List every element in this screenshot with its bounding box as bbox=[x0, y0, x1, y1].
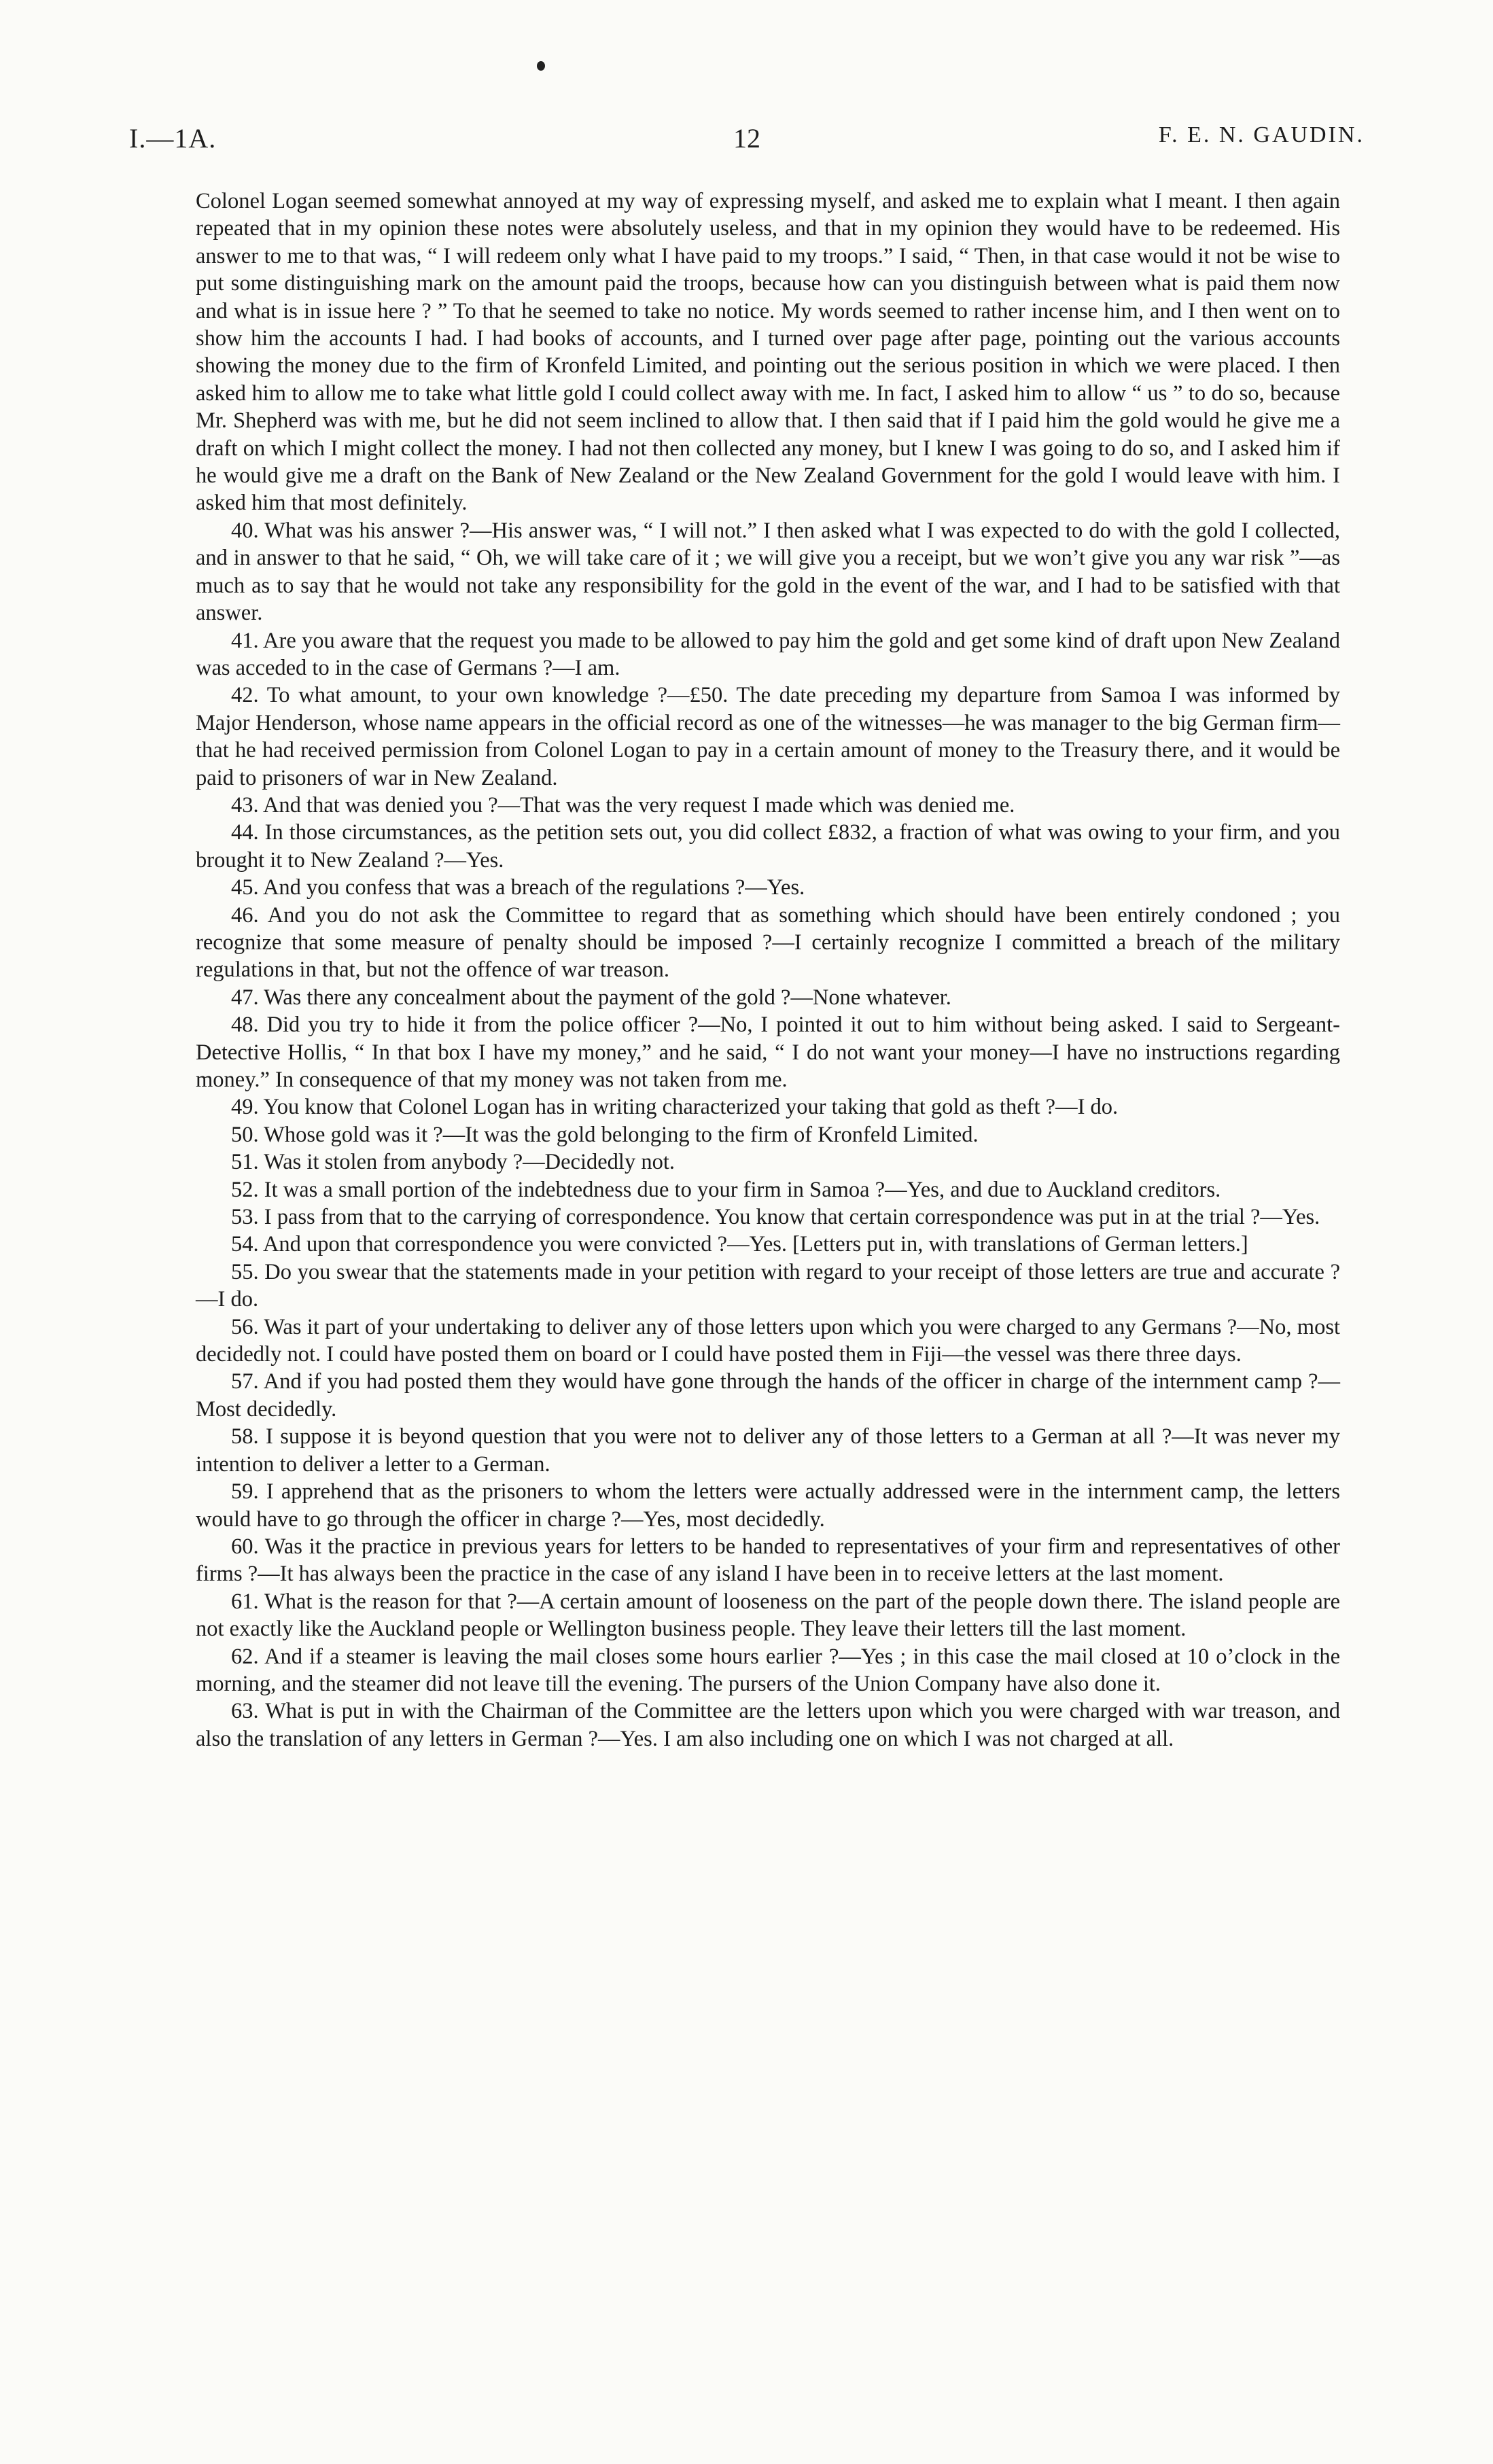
question-answer-54: 54. And upon that correspondence you were convicted ?—Yes. [Letters put in, with translations of German letters.] bbox=[231, 1232, 1248, 1257]
question-answer-40: 40. What was his answer ?—His answer was, “ I will not.” I then asked what I was expected to do with the gold I collected, and in answer to that he said, “ Oh, we will take care of it ; we will give you a receipt, but we won’t give you any war risk ”—as much as to say that he would not take any responsibility for the gold in the event of the war, and I had to be satisfied with that answer. bbox=[196, 518, 1340, 626]
witness-name: F. E. N. GAUDIN. bbox=[1158, 122, 1365, 147]
page-number: 12 bbox=[733, 123, 760, 154]
question-answer-58: 58. I suppose it is beyond question that you were not to deliver any of those letters to a German at all ?—It was never my intention to deliver a letter to a German. bbox=[196, 1424, 1340, 1477]
question-answer-60: 60. Was it the practice in previous years for letters to be handed to representatives of your firm and representatives of other firms ?—It has always been the practice in the case of any island I have been in to receive letters at the last moment. bbox=[196, 1534, 1340, 1587]
question-answer-63: 63. What is put in with the Chairman of the Committee are the letters upon which you were charged with war treason, and also the translation of any letters in German ?—Yes. I am also including one on which I was not charged at all. bbox=[196, 1699, 1340, 1751]
question-answer-41: 41. Are you aware that the request you made to be allowed to pay him the gold and get some kind of draft upon New Zealand was acceded to in the case of Germans ?—I am. bbox=[196, 628, 1340, 680]
question-answer-62: 62. And if a steamer is leaving the mail closes some hours earlier ?—Yes ; in this case the mail closed at 10 o’clock in the morning, and the steamer did not leave till the evening. The pursers of the Union Company have also done it. bbox=[196, 1644, 1340, 1696]
question-answer-44: 44. In those circumstances, as the petition sets out, you did collect £832, a fraction of what was owing to your firm, and you brought it to New Zealand ?—Yes. bbox=[196, 820, 1340, 873]
page-header bbox=[129, 122, 1365, 163]
question-answer-55: 55. Do you swear that the statements made in your petition with regard to your receipt of those letters are true and accurate ?—I do. bbox=[196, 1259, 1340, 1312]
body-text bbox=[196, 188, 1340, 1753]
question-answer-47: 47. Was there any concealment about the payment of the gold ?—None whatever. bbox=[231, 985, 951, 1010]
question-answer-61: 61. What is the reason for that ?—A certain amount of looseness on the part of the people down there. The island people are not exactly like the Auckland people or Wellington business people. They leave their letters till the last moment. bbox=[196, 1589, 1340, 1642]
paragraph: Colonel Logan seemed somewhat annoyed at my way of expressing myself, and asked me to explain what I meant. I then again repeated that in my opinion these notes were absolutely useless, and that in my opinion they would have to be redeemed. His answer to me to that was, “ I will redeem only what I have paid to my troops.” I said, “ Then, in that case would it not be wise to put some distinguishing mark on the amount paid the troops, because how can you distinguish between what is paid them now and what is in issue here ? ” To that he seemed to take no notice. My words seemed to rather incense him, and I then went on to show him the accounts I had. I had books of accounts, and I turned over page after page, pointing out the various accounts showing the money due to the firm of Kronfeld Limited, and pointing out the serious position in which we were placed. I then asked him to allow me to take what little gold I could collect away with me. In fact, I asked him to allow “ us ” to do so, because Mr. Shepherd was with me, but he did not seem inclined to allow that. I then said that if I paid him the gold would he give me a draft on which I might collect the money. I had not then collected any money, but I knew I was going to do so, and I asked him if he would give me a draft on the Bank of New Zealand or the New Zealand Government for the gold I would leave with him. I asked him that most definitely. bbox=[196, 189, 1340, 516]
ink-speck bbox=[537, 61, 545, 71]
question-answer-50: 50. Whose gold was it ?—It was the gold belonging to the firm of Kronfeld Limited. bbox=[231, 1122, 979, 1147]
question-answer-57: 57. And if you had posted them they would have gone through the hands of the officer in charge of the internment camp ?—Most decidedly. bbox=[196, 1369, 1340, 1422]
question-answer-52: 52. It was a small portion of the indebtedness due to your firm in Samoa ?—Yes, and due to Auckland creditors. bbox=[231, 1177, 1221, 1202]
question-answer-56: 56. Was it part of your undertaking to deliver any of those letters upon which you were charged to any Germans ?—No, most decidedly not. I could have posted them on board or I could have posted them in Fiji—the vessel was there three days. bbox=[196, 1314, 1340, 1367]
question-answer-53: 53. I pass from that to the carrying of correspondence. You know that certain correspondence was put in at the trial ?—Yes. bbox=[231, 1205, 1320, 1230]
question-answer-48: 48. Did you try to hide it from the police officer ?—No, I pointed it out to him without being asked. I said to Sergeant-Detective Hollis, “ In that box I have my money,” and he said, “ I do not want your money—I have no instructions regarding money.” In consequence of that my money was not taken from me. bbox=[196, 1013, 1340, 1092]
question-answer-46: 46. And you do not ask the Committee to regard that as something which should have been entirely condoned ; you recognize that some measure of penalty should be imposed ?—I certainly recognize I committed a breach of the military regulations in that, but not the offence of war treason. bbox=[196, 902, 1340, 983]
question-answer-43: 43. And that was denied you ?—That was the very request I made which was denied me. bbox=[231, 792, 1015, 817]
paper-reference: I.—1A. bbox=[129, 123, 217, 154]
question-answer-49: 49. You know that Colonel Logan has in writing characterized your taking that gold as theft ?—I do. bbox=[231, 1095, 1119, 1120]
question-answer-45: 45. And you confess that was a breach of the regulations ?—Yes. bbox=[231, 875, 805, 900]
question-answer-51: 51. Was it stolen from anybody ?—Decidedly not. bbox=[231, 1150, 675, 1175]
question-answer-42: 42. To what amount, to your own knowledge ?—£50. The date preceding my departure from Samoa I was informed by Major Henderson, whose name appears in the official record as one of the witnesses—he was manager to the big German firm—that he had received permission from Colonel Logan to pay in a certain amount of money to the Treasury there, and it would be paid to prisoners of war in New Zealand. bbox=[196, 683, 1340, 790]
question-answer-59: 59. I apprehend that as the prisoners to whom the letters were actually addressed were in the internment camp, the letters would have to go through the officer in charge ?—Yes, most decidedly. bbox=[196, 1479, 1340, 1532]
